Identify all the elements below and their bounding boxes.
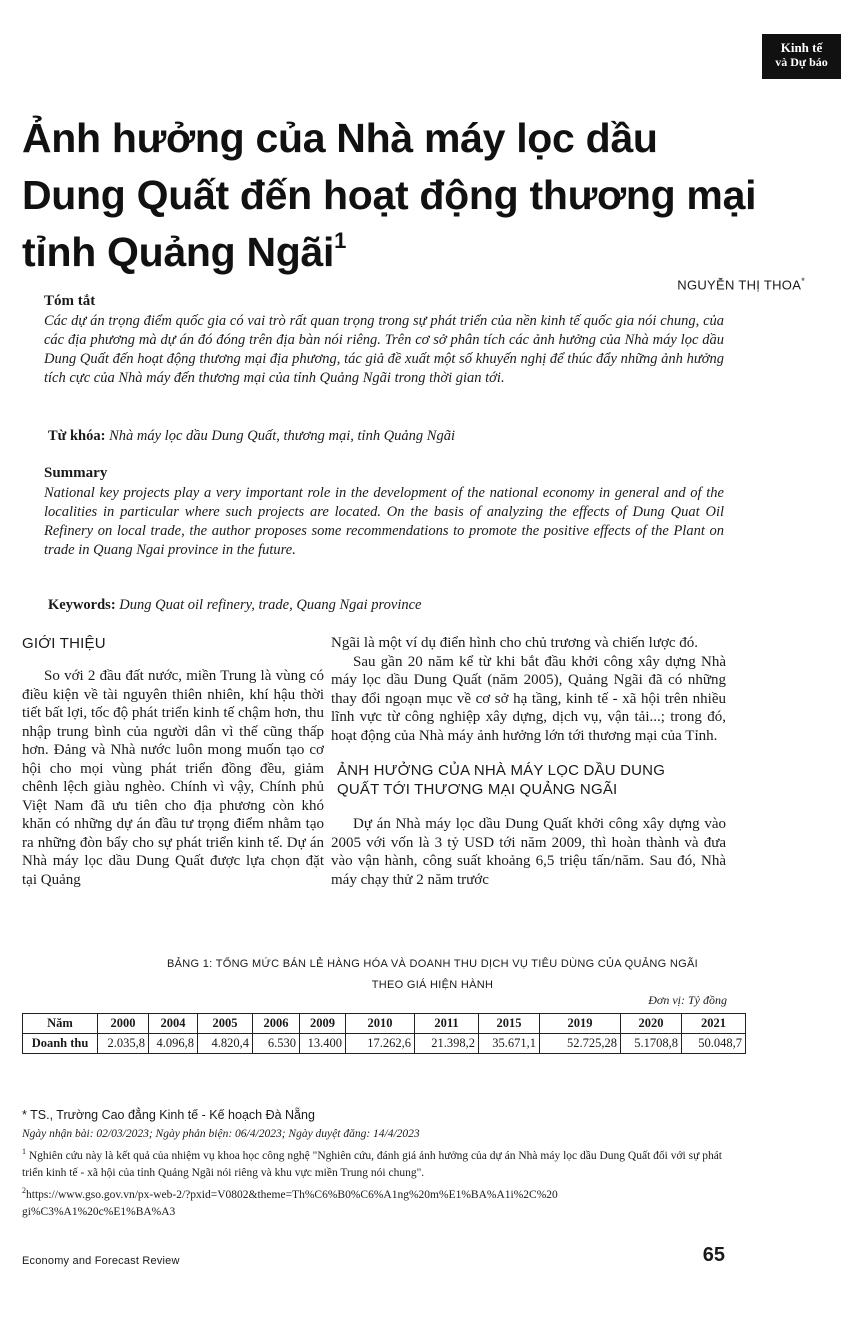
year-cell: 2015	[479, 1014, 540, 1034]
revenue-cell: 13.400	[300, 1034, 346, 1054]
section2-heading-line1: ẢNH HƯỞNG CỦA NHÀ MÁY LỌC DẦU DUNG	[337, 762, 666, 779]
section2-heading-line2: QUẤT TỚI THƯƠNG MẠI QUẢNG NGÃI	[337, 781, 618, 798]
section2-heading	[331, 761, 726, 799]
title-line-1: Ảnh hưởng của Nhà máy lọc dầu	[22, 115, 658, 161]
intro-heading: GIỚI THIỆU	[22, 635, 106, 652]
footnote-1	[22, 1143, 742, 1182]
year-cell: 2005	[198, 1014, 253, 1034]
footnote-2-url-part2: gi%C3%A1%20c%E1%BA%A3	[22, 1205, 176, 1218]
keywords-en-text: Dung Quat oil refinery, trade, Quang Ngai province	[119, 597, 422, 613]
revenue-cell: 4.096,8	[149, 1034, 198, 1054]
left-column	[22, 634, 324, 889]
revenue-cell: 4.820,4	[198, 1034, 253, 1054]
title-line-2: Dung Quất đến hoạt động thương mại	[22, 172, 757, 218]
badge-line1: Kinh tế	[780, 40, 823, 55]
table-caption	[0, 954, 865, 996]
journal-badge	[762, 34, 841, 79]
intro-paragraph-2: Sau gần 20 năm kể từ khi bắt đầu khởi công xây dựng Nhà máy lọc dầu Dung Quất (năm 2005), Quảng Ngãi đã có những thay đổi ngoạn mục về cơ sở hạ tầng, kinh tế - xã hội trên nhiều lĩnh vực từ công nghiệp xây dựng, dịch vụ, vận tải...; trong đó, hoạt động của Nhà máy ảnh hưởng lớn tới thương mại của Tỉnh.	[331, 653, 726, 744]
footnote-dates	[22, 1126, 742, 1143]
abstract-text: Các dự án trọng điểm quốc gia có vai trò rất quan trọng trong sự phát triển của nền kinh tế quốc gia nói chung, của các địa phương mà dự án đó đóng trên địa bàn nói riêng. Trên cơ sở phân tích các ảnh hưởng của Nhà máy lọc dầu Dung Quất đến hoạt động thương mại địa phương, tác giả đề xuất một số khuyến nghị để thúc đẩy những ảnh hưởng tích cực của Nhà máy đến thương mại của tỉnh Quảng Ngãi trong thời gian tới.	[44, 313, 724, 386]
keywords-en-label: Keywords:	[48, 597, 116, 613]
title-line-3	[22, 224, 822, 281]
keywords-en	[48, 597, 421, 614]
badge-line2: và Dự báo	[775, 55, 828, 69]
year-cell: 2020	[621, 1014, 682, 1034]
revenue-cell: 5.1708,8	[621, 1034, 682, 1054]
table-row	[23, 1034, 746, 1054]
keywords-vi	[48, 428, 455, 445]
intro-paragraph-1: So với 2 đầu đất nước, miền Trung là vùng có điều kiện về tài nguyên thiên nhiên, khí hậu thời tiết bất lợi, tốc độ phát triển kinh tế chậm hơn, thu nhập trung bình của người dân vì thế cũng thấp hơn. Đảng và Nhà nước luôn mong muốn tạo cơ hội cho mọi vùng phát triển đồng đều, giảm chênh lệch giàu nghèo. Chính vì vậy, Chính phủ Việt Nam đã ưu tiên cho địa phương còn khó khăn có những dự án đầu tư trọng điểm nhằm tạo ra những đòn bẩy cho sự phát triển kinh tế. Dự án Nhà máy lọc dầu Dung Quất được lựa chọn đặt tại Quảng	[22, 668, 324, 888]
keywords-vi-label: Từ khóa:	[48, 428, 106, 444]
title-line-3-text: tỉnh Quảng Ngãi	[22, 229, 335, 275]
keywords-vi-text: Nhà máy lọc dầu Dung Quất, thương mại, tỉnh Quảng Ngãi	[109, 428, 456, 444]
section2-paragraph-1: Dự án Nhà máy lọc dầu Dung Quất khởi công xây dựng vào 2005 với vốn là 3 tỷ USD tới năm 2009, thì hoàn thành và đưa vào vận hành, công suất khoảng 6,5 triệu tấn/năm. Sau đó, Nhà máy chạy thử 2 năm trước	[331, 816, 726, 888]
year-cell: 2000	[98, 1014, 149, 1034]
table-header-row	[23, 1014, 746, 1034]
abstract-heading: Tóm tắt	[44, 293, 96, 309]
year-label-cell: Năm	[23, 1014, 98, 1034]
year-cell: 2009	[300, 1014, 346, 1034]
summary-heading: Summary	[44, 465, 108, 481]
table-caption-line2: THEO GIÁ HIỆN HÀNH	[371, 979, 494, 991]
author-name	[677, 276, 805, 292]
footnote-author: * TS., Trường Cao đẳng Kinh tế - Kế hoạch Đà Nẵng	[22, 1108, 315, 1122]
intro-paragraph-1-cont: Ngãi là một ví dụ điển hình cho chủ trương và chiến lược đó.	[331, 635, 699, 651]
revenue-cell: 6.530	[253, 1034, 300, 1054]
revenue-cell: 52.725,28	[540, 1034, 621, 1054]
revenue-cell: 21.398,2	[415, 1034, 479, 1054]
page-number: 65	[702, 1244, 725, 1266]
year-cell: 2010	[346, 1014, 415, 1034]
right-column	[331, 634, 726, 889]
revenue-cell: 2.035,8	[98, 1034, 149, 1054]
footnote-2-mark: 2	[22, 1186, 26, 1195]
author-text: NGUYỄN THỊ THOA	[677, 277, 802, 293]
year-cell: 2011	[415, 1014, 479, 1034]
footnote-author-text: TS., Trường Cao đẳng Kinh tế - Kế hoạch Đà Nẵng	[30, 1108, 315, 1122]
revenue-table	[22, 1013, 746, 1054]
author-mark: *	[801, 276, 805, 286]
year-cell: 2021	[682, 1014, 746, 1034]
footnote-2-line1	[22, 1182, 742, 1204]
table-unit: Đơn vị: Tỷ đồng	[648, 993, 727, 1007]
title-footnote-mark: 1	[334, 228, 347, 253]
revenue-cell: 35.671,1	[479, 1034, 540, 1054]
year-cell: 2004	[149, 1014, 198, 1034]
table-caption-line1: BẢNG 1: TỔNG MỨC BÁN LẺ HÀNG HÓA VÀ DOANH THU DỊCH VỤ TIÊU DÙNG CỦA QUẢNG NGÃI	[167, 958, 698, 970]
revenue-label-cell: Doanh thu	[23, 1034, 98, 1054]
summary-text: National key projects play a very important role in the development of the national economy in general and of the localities in particular where such projects are located. On the basis of analyzing the effects of Dung Quat Oil Refinery on local trade, the author proposes some recommendations to promote the positive effects of the Plant on trade in Quang Ngai province in the future.	[44, 485, 724, 558]
revenue-cell: 17.262,6	[346, 1034, 415, 1054]
footnote-1-text: Nghiên cứu này là kết quả của nhiệm vụ khoa học công nghệ "Nghiên cứu, đánh giá ảnh hưởng của dự án Nhà máy lọc dầu Dung Quất đối với sự phát triển kinh tế - xã hội của tỉnh Quảng Ngãi nói riêng và khu vực miền Trung nói chung".	[22, 1149, 722, 1179]
revenue-cell: 50.048,7	[682, 1034, 746, 1054]
footnote-2-url-part1: https://www.gso.gov.vn/px-web-2/?pxid=V0802&theme=Th%C6%B0%C6%A1ng%20m%E1%BA%A1i%2C%20	[26, 1188, 558, 1201]
footnote-2	[22, 1182, 742, 1221]
footnote-1-mark: 1	[22, 1147, 26, 1156]
year-cell: 2019	[540, 1014, 621, 1034]
journal-footer: Economy and Forecast Review	[22, 1255, 180, 1267]
year-cell: 2006	[253, 1014, 300, 1034]
article-title	[22, 110, 822, 281]
footnote-dates-text: Ngày nhận bài: 02/03/2023; Ngày phản biện: 06/4/2023; Ngày duyệt đăng: 14/4/2023	[22, 1128, 420, 1140]
